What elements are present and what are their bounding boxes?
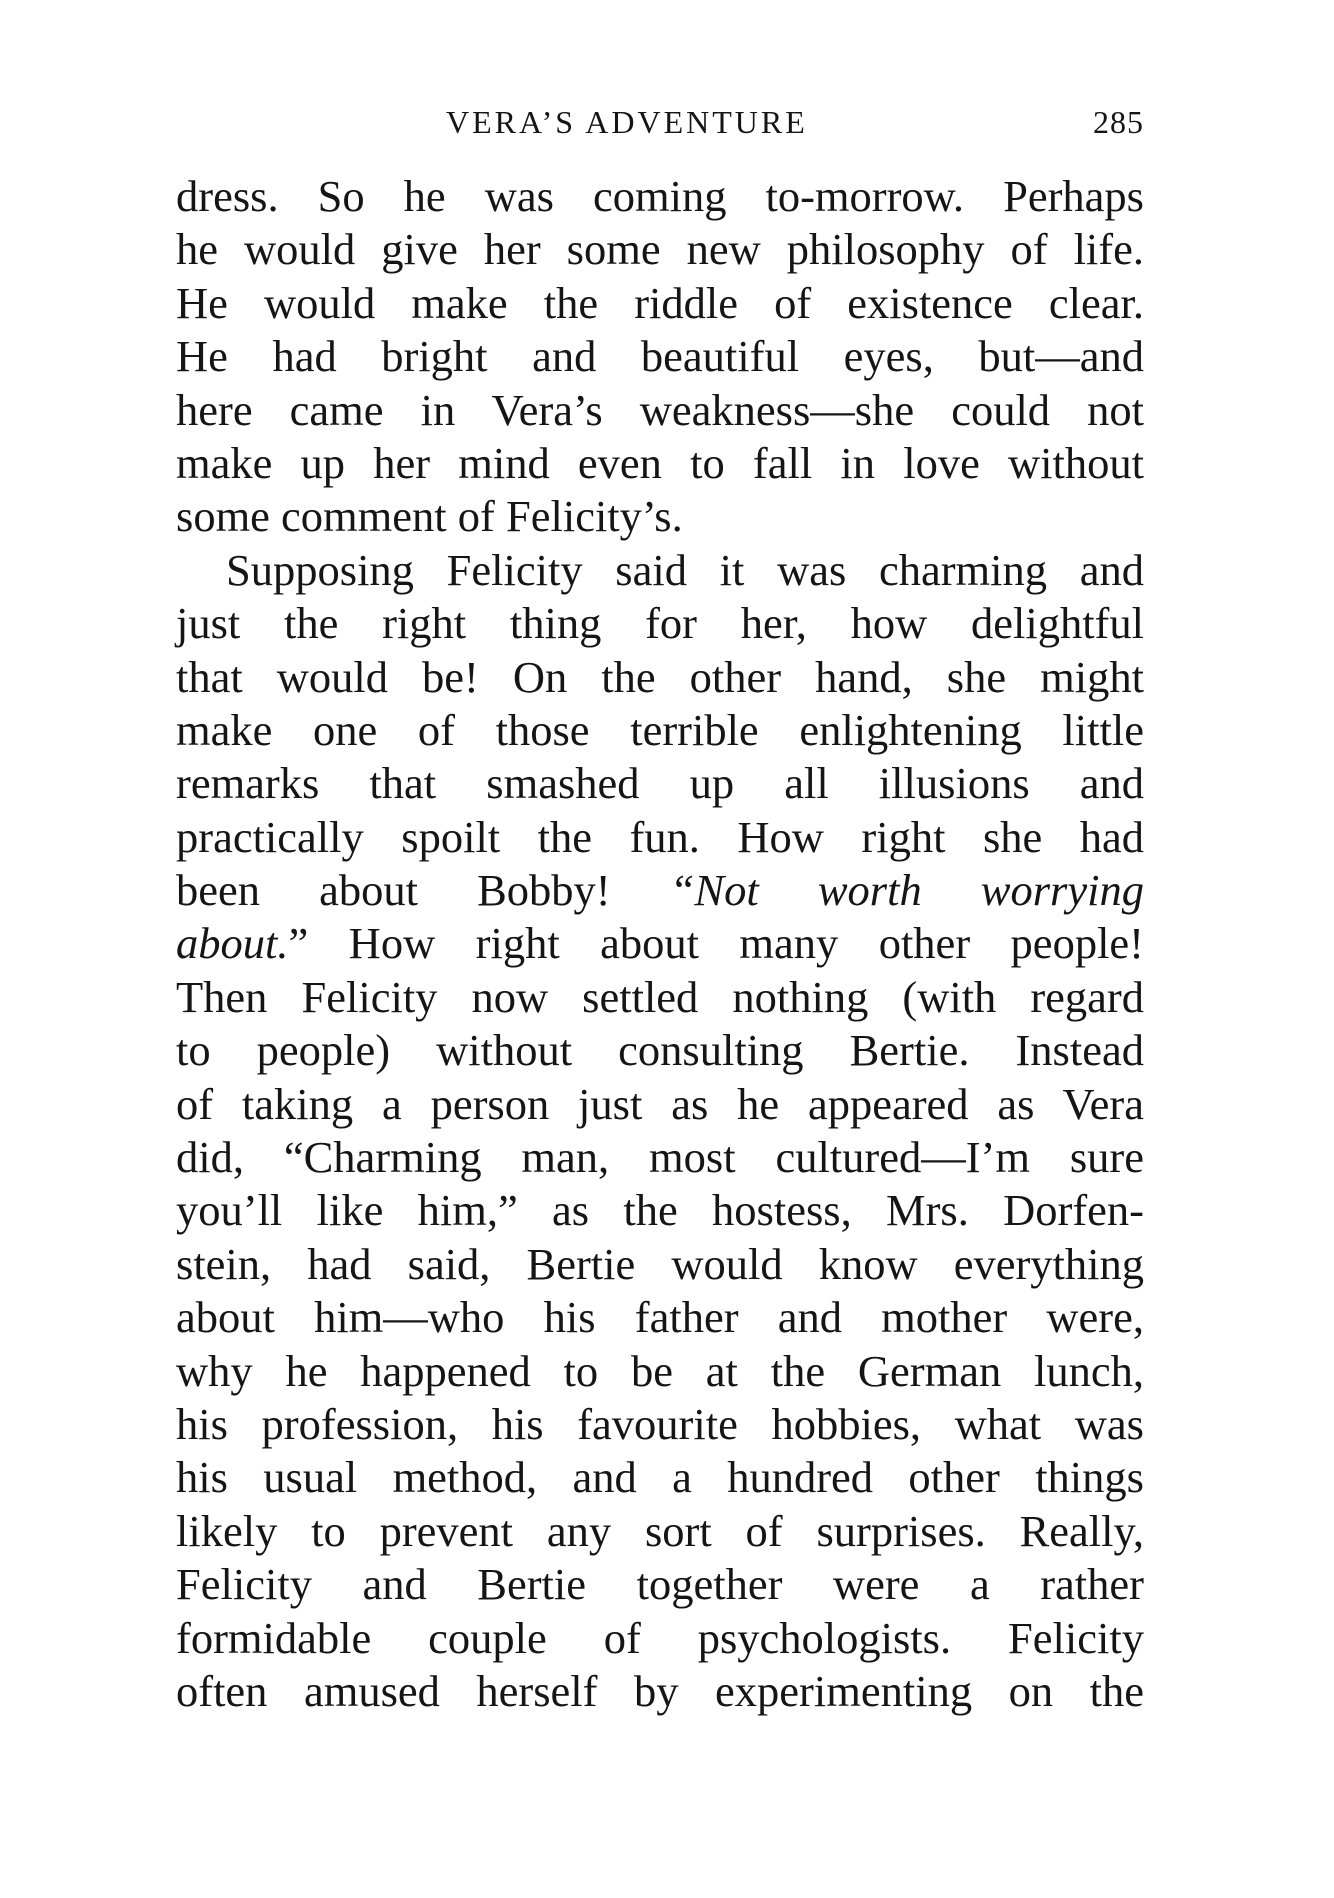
text-line: he would give her some new philosophy of life. — [176, 224, 1144, 275]
text-line: why he happened to be at the German lunch, — [176, 1345, 1144, 1396]
text-line-mixed — [176, 864, 1144, 917]
text-line: likely to prevent any sort of surprises. Really, — [176, 1505, 1144, 1556]
text-line: often amused herself by experimenting on the — [176, 1665, 1144, 1716]
text-line: make one of those terrible enlightening little — [176, 704, 1144, 755]
text-line-mixed — [176, 917, 1144, 970]
text-line: to people) without consulting Bertie. Instead — [176, 1025, 1144, 1076]
text-line: Felicity and Bertie together were a rather — [176, 1559, 1144, 1610]
text-line: just the right thing for her, how delightful — [176, 598, 1144, 649]
text-line: dress. So he was coming to-morrow. Perhaps — [176, 171, 1144, 221]
page-number: 285 — [1093, 104, 1144, 140]
text-run: ” How right about many other people! — [288, 918, 1144, 969]
text-line: here came in Vera’s weakness—she could not — [176, 384, 1144, 435]
text-line: of taking a person just as he appeared as Vera — [176, 1078, 1144, 1129]
text-line: practically spoilt the fun. How right she had — [176, 811, 1144, 862]
text-line: you’ll like him,” as the hostess, Mrs. Dorfen- — [176, 1185, 1144, 1236]
italic-quote: “Not worth worrying — [669, 865, 1144, 916]
text-line: stein, had said, Bertie would know everything — [176, 1238, 1144, 1289]
book-page — [176, 104, 1144, 1718]
text-line: his usual method, and a hundred other things — [176, 1452, 1144, 1503]
text-line: his profession, his favourite hobbies, what was — [176, 1398, 1144, 1449]
text-line: make up her mind even to fall in love without — [176, 437, 1144, 488]
text-line: that would be! On the other hand, she might — [176, 651, 1144, 702]
text-line: some comment of Felicity’s. — [176, 491, 683, 542]
running-title: VERA’S ADVENTURE — [446, 104, 808, 140]
text-run: been about Bobby! — [176, 865, 670, 916]
text-line: He had bright and beautiful eyes, but—and — [176, 331, 1144, 382]
text-line: Supposing Felicity said it was charming and — [226, 544, 1144, 595]
text-line: formidable couple of psychologists. Felicity — [176, 1612, 1144, 1663]
text-line: Then Felicity now settled nothing (with regard — [176, 971, 1144, 1022]
running-head — [176, 104, 1144, 150]
text-line: He would make the riddle of existence clear. — [176, 277, 1144, 328]
text-line: about him—who his father and mother were, — [176, 1292, 1144, 1343]
text-line: did, “Charming man, most cultured—I’m sure — [176, 1132, 1144, 1183]
italic-quote: about. — [176, 918, 289, 969]
body-text — [176, 170, 1144, 1718]
text-line: remarks that smashed up all illusions and — [176, 758, 1144, 809]
